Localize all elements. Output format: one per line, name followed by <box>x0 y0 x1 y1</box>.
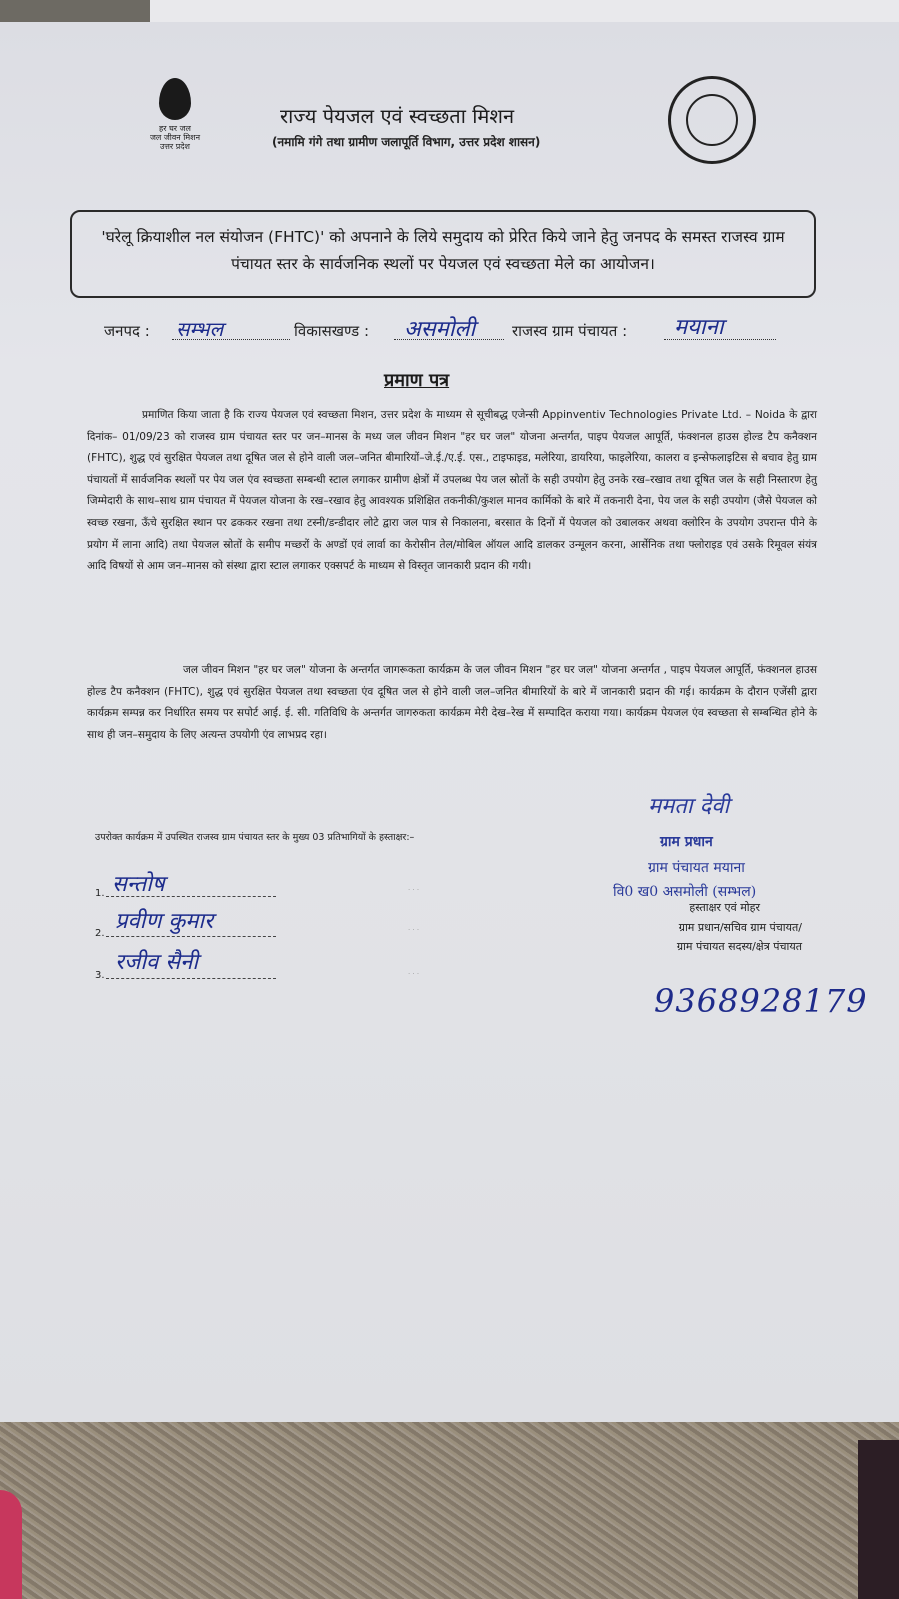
panchayat-value: मयाना <box>674 315 724 340</box>
stamp-line-1: ग्राम प्रधान <box>660 834 713 850</box>
up-government-seal <box>668 76 756 164</box>
stamp-line-3: वि0 ख0 असमोली (सम्भल) <box>613 884 757 900</box>
pink-object <box>0 1490 22 1599</box>
district-label: जनपद : <box>104 322 150 340</box>
signatory-signature: रजीव सैनी <box>115 950 199 975</box>
stamp-line-2: ग्राम पंचायत मयाना <box>648 860 745 876</box>
designation-label-2: ग्राम पंचायत सदस्य/क्षेत्र पंचायत <box>676 940 802 953</box>
signatory-signature: सन्तोष <box>112 872 165 897</box>
faint-mark: · · · <box>408 886 420 894</box>
block-value: असमोली <box>404 317 476 342</box>
header-subtitle: (नमामि गंगे तथा ग्रामीण जलापूर्ति विभाग, उत्तर प्रदेश शासन) <box>272 135 541 149</box>
certificate-title: प्रमाण पत्र <box>384 370 450 391</box>
paragraph-2: जल जीवन मिशन "हर घर जल" योजना के अन्तर्गत जागरूकता कार्यक्रम के जल जीवन मिशन "हर घर जल" योजना अन्तर्गत , पाइप पेयजल आपूर्ति, फंक्शनल हाउस होल्ड टैप कनैक्शन (FHTC), शुद्ध एवं सुरक्षित पेयजल तथा स्वच्छता एंव दूषित जल से होने वाली जल–जनित बीमारियों के बारे में जानकारी प्रदान की गई। कार्यक्रम के दौरान एजेंसी द्वारा कार्यक्रम सम्पन्न कर निर्धारित समय पर सपोर्ट आई. ई. सी. गतिविधि के अन्तर्गत जागरुकता कार्यक्रम मेरी देख–रेख में सम्पादित कराया गया। कार्यक्रम पेयजल एंव स्वच्छता से सम्बन्धित होने के साथ ही जन–समुदाय के लिए अत्यन्त उपयोगी एंव लाभप्रद रहा। <box>87 664 817 741</box>
signature-line <box>106 936 276 937</box>
water-drop-icon <box>159 78 191 120</box>
sign-and-seal-label: हस्ताक्षर एवं मोहर <box>689 901 760 914</box>
district-value: सम्भल <box>176 317 224 341</box>
faint-mark: · · · <box>408 926 420 934</box>
designation-label-1: ग्राम प्रधान/सचिव ग्राम पंचायत/ <box>678 921 802 934</box>
panchayat-dots <box>664 339 776 340</box>
logo-text: हर घर जल जल जीवन मिशन उत्तर प्रदेश <box>149 124 201 151</box>
signatories-intro: उपरोक्त कार्यक्रम में उपस्थित राजस्व ग्राम पंचायत स्तर के मुख्य 03 प्रतिभागियों के हस्ताक्षर:– <box>95 832 415 843</box>
block-dots <box>394 339 504 340</box>
notice-box: 'घरेलू क्रियाशील नल संयोजन (FHTC)' को अपनाने के लिये समुदाय को प्रेरित किये जाने हेतु जनपद के समस्त राजस्व ग्राम पंचायत स्तर के सार्वजनिक स्थलों पर पेयजल एवं स्वच्छता मेले का आयोजन। <box>70 210 816 298</box>
signatory-number: 2. <box>95 928 105 939</box>
paragraph-1: प्रमाणित किया जाता है कि राज्य पेयजल एवं स्वच्छता मिशन, उत्तर प्रदेश के माध्यम से सूचीबद्ध एजेन्सी Appinventiv Technologies Private Ltd. – Noida के द्वारा दिनांक– 01/09/23 को राजस्व ग्राम पंचायत स्तर पर जन–मानस के मध्य जल जीवन मिशन "हर घर जल" योजना अन्तर्गत, पाइप पेयजल आपूर्ति, फंक्शनल हाउस होल्ड टैप कनैक्शन (FHTC), शुद्ध एवं सुरक्षित पेयजल तथा दूषित जल से होने वाली जल–जनित बीमारियों–जे.ई./ए.ई. एस., टाइफाइड, मलेरिया, डायरिया, फाइलेरिया, कालरा व इन्सेफलाइटिस से बचाव हेतु ग्राम पंचायतों में सार्वजनिक स्थलों पर पेय जल एंव स्वच्छता सम्बन्धी स्टाल लगाकर ग्रामीण क्षेत्रों में उपलब्ध पेय जल स्रोतों के सही उपयोग हेतु उनके रख–रखाव तथा दूषित जल के सही निस्तारण हेतु जिम्मेदारी के साथ–साथ ग्राम पंचायत में पेयजल योजना के रख–रखाव हेतु आवश्यक प्रशिक्षित तकनीकी/कुशल मानव कार्मिको के बारे में तकनारी देना, पेय जल के सही उपयोग (जैसे पेयजल को स्वच्छ रखना, ऊँचे सुरक्षित स्थान पर ढककर रखना तथा टस्नी/डन्डीदार लोटे द्वारा जल पात्र से निकालना, बरसात के दिनों में पेयजल को उबालकर अथवा क्लोरिन के उपयोग उपरान्त पीने के प्रयोग में लाना आदि) तथा पेयजल स्रोतों के समीप मच्छरों के अण्डों एवं लार्वा का केरोसीन तेल/मोबिल ऑयल आदि डालकर उन्मूलन करना, आर्सेनिक तथा फ्लोराइड एवं उसके रिमूवल संयंत्र आदि विषयों से आम जन–मानस को संस्था द्वारा स्टाल लगाकर एक्सपर्ट के माध्यम से विस्तृत जानकारी प्रदान की गयी। <box>87 409 817 573</box>
header-title: राज्य पेयजल एवं स्वच्छता मिशन <box>280 104 515 128</box>
signature-line <box>106 978 276 979</box>
faint-mark: · · · <box>408 970 420 978</box>
dark-object <box>858 1440 899 1599</box>
pradhan-signature: ममता देवी <box>648 794 730 819</box>
block-label: विकासखण्ड : <box>294 322 370 340</box>
signatory-number: 1. <box>95 888 105 899</box>
seal-emblem-icon <box>686 94 738 146</box>
signatory-number: 3. <box>95 970 105 981</box>
phone-number: 9368928179 <box>654 982 868 1020</box>
jal-jeevan-mission-logo <box>140 78 210 160</box>
district-dots <box>172 339 290 340</box>
location-fields <box>104 315 804 347</box>
floor-background <box>0 1405 899 1599</box>
signatory-signature: प्रवीण कुमार <box>115 909 214 934</box>
panchayat-label: राजस्व ग्राम पंचायत : <box>512 322 628 340</box>
